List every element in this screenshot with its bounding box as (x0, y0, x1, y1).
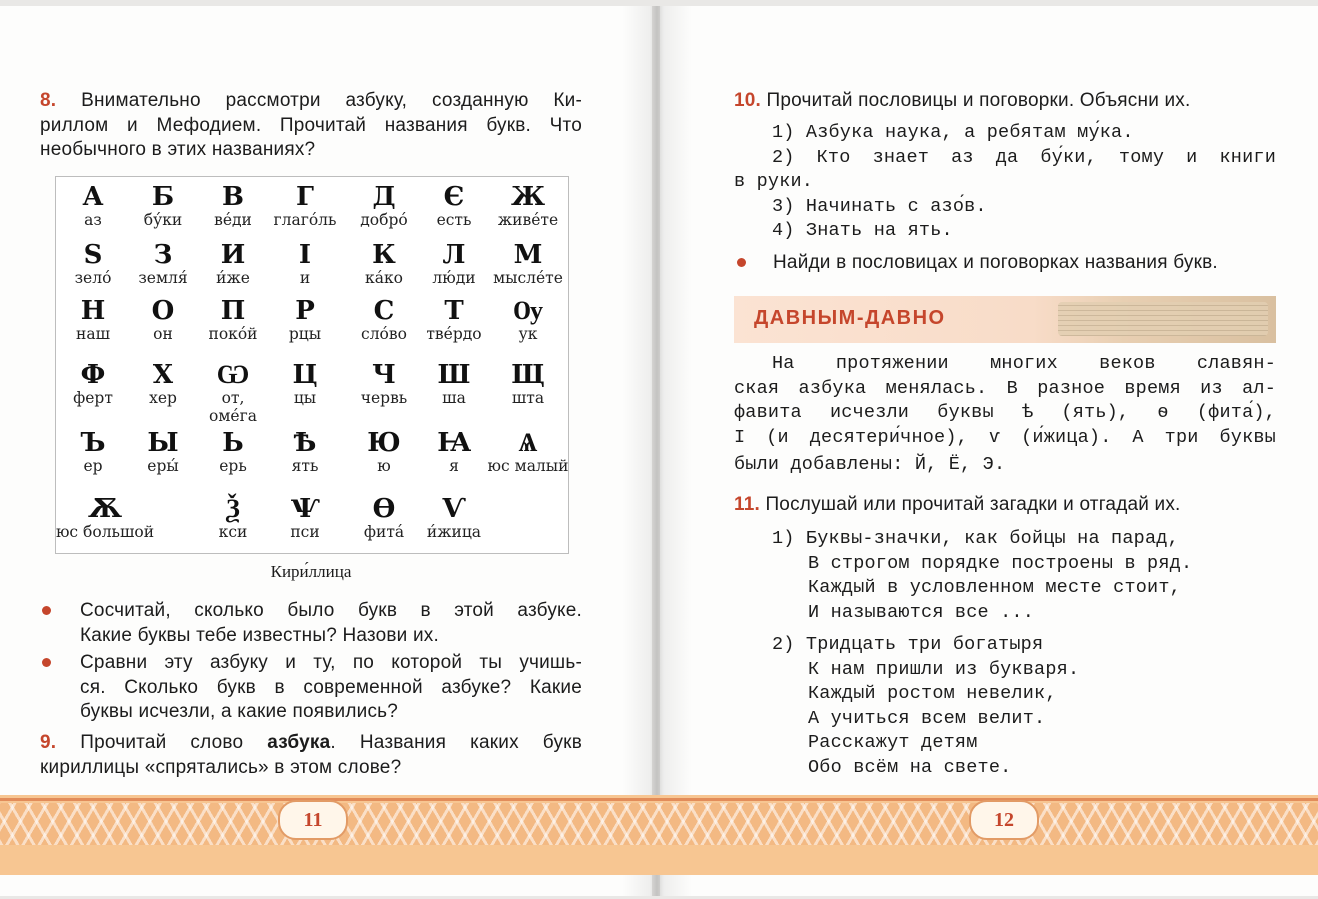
letter-glyph: Н (80, 296, 106, 326)
task10-number: 10. (734, 90, 762, 111)
letter-name: я (449, 457, 459, 475)
letter-glyph: М (513, 240, 543, 270)
letter-glyph: Ц (292, 360, 318, 390)
letter-glyph: Д (372, 182, 396, 212)
alphabet-letter (56, 361, 130, 407)
riddle-line: Каждый ростом невелик, (808, 683, 1057, 704)
alphabet-letter (417, 297, 491, 343)
alphabet-letter (196, 361, 270, 425)
alphabet-letter (347, 495, 421, 541)
letter-name: ер (83, 457, 103, 475)
letter-name: рцы (288, 325, 322, 343)
task9-number: 9. (40, 732, 57, 753)
letter-glyph: І (298, 240, 312, 270)
bullet-dot-icon (42, 606, 51, 615)
alphabet-letter (486, 361, 570, 407)
book-gutter (622, 6, 692, 896)
alphabet-letter (486, 183, 570, 229)
letter-glyph: Щ (511, 360, 545, 390)
task8-line: необычного в этих названиях? (40, 139, 316, 160)
letter-name: живе́те (497, 211, 559, 229)
cyrillic-alphabet-table (55, 176, 569, 554)
letter-name: аз (84, 211, 102, 229)
alphabet-letter (196, 183, 270, 229)
letter-glyph: Ѕ (83, 240, 103, 270)
left-page (0, 6, 652, 896)
page-number-right: 12 (969, 800, 1039, 840)
letter-glyph: А (82, 182, 104, 212)
letter-name: и (299, 269, 311, 287)
bullet-line: Какие буквы тебе известны? Назови их. (80, 624, 439, 646)
letter-name: зело́ (74, 269, 112, 287)
task11-text: Послушай или прочитай загадки и отгадай их. (765, 494, 1181, 515)
task8-line: Внимательно рассмотри азбуку, созданную Ки- (81, 90, 582, 111)
bullet-dot-icon (737, 258, 746, 267)
section-title: ДАВНЫМ-ДАВНО (754, 307, 946, 329)
alphabet-letter (417, 361, 491, 407)
alphabet-letter (126, 241, 200, 287)
alphabet-letter (268, 361, 342, 407)
letter-glyph: Є (443, 182, 465, 212)
letter-name: ша (442, 389, 466, 407)
letter-glyph: Х (152, 360, 174, 390)
letter-name: тве́рдо (426, 325, 482, 343)
alphabet-letter (50, 495, 160, 541)
alphabet-letter (347, 241, 421, 287)
bullet-item (80, 651, 582, 725)
letter-glyph: Ю (367, 428, 401, 458)
proverb-item: 3) Начинать с азо́в. (772, 195, 987, 217)
letter-name: шта (511, 389, 545, 407)
letter-name: добро́ (360, 211, 408, 229)
letter-name: наш (76, 325, 110, 343)
letter-glyph: Ш (437, 360, 471, 390)
riddle-line: Расскажут детям (808, 732, 978, 753)
right-page (660, 6, 1318, 896)
letter-name: лю́ди (432, 269, 476, 287)
section-line: І (и десятери́чное), ѵ (и́жица). А три буквы (734, 426, 1276, 448)
alphabet-letter (56, 241, 130, 287)
letter-name: земля́ (138, 269, 188, 287)
bullet-item (80, 599, 582, 648)
letter-glyph: Ѧ (518, 428, 538, 458)
alphabet-letter (268, 495, 342, 541)
section-line: ская азбука менялась. В разное время из ал- (734, 377, 1276, 399)
alphabet-letter (268, 297, 342, 343)
alphabet-letter (126, 183, 200, 229)
task9-text: . Названия каких букв (330, 732, 582, 753)
letter-glyph: Ѫ (87, 494, 123, 524)
letter-name: сло́во (361, 325, 407, 343)
task8-line: риллом и Мефодием. Прочитай названия букв. Что (40, 114, 582, 136)
task11-number: 11. (734, 494, 760, 515)
riddle-2 (772, 633, 1272, 780)
letter-name: ка́ко (365, 269, 403, 287)
alphabet-letter (417, 495, 491, 541)
bullet-line: Сосчитай, сколько было букв в этой азбуке. (80, 600, 582, 621)
alphabet-letter (486, 297, 570, 343)
letter-name: ве́ди (214, 211, 252, 229)
letter-name: есть (436, 211, 472, 229)
footer-line (0, 798, 1318, 801)
alphabet-letter (126, 429, 200, 475)
letter-glyph: Ч (372, 360, 396, 390)
letter-name: ук (518, 325, 538, 343)
word-azbuka: азбука (267, 732, 331, 753)
alphabet-letter (347, 429, 421, 475)
alphabet-letter (486, 429, 570, 475)
letter-name: поко́й (208, 325, 258, 343)
letter-glyph: Ѣ (293, 428, 317, 458)
letter-glyph: Ѳ (372, 494, 396, 524)
letter-glyph: Ь (222, 428, 244, 458)
alphabet-letter (196, 241, 270, 287)
letter-glyph: И (220, 240, 246, 270)
letter-glyph: Ѱ (290, 494, 320, 524)
alphabet-letter (196, 429, 270, 475)
proverb-item: 4) Знать на ять. (772, 220, 953, 241)
alphabet-letter (347, 361, 421, 407)
task10-text: Прочитай пословицы и поговорки. Объясни их. (766, 90, 1191, 111)
letter-name: еры́ (147, 457, 179, 475)
alphabet-letter (417, 241, 491, 287)
letter-name: пси (290, 523, 320, 541)
section-header-band (734, 296, 1276, 343)
alphabet-letter (56, 183, 130, 229)
alphabet-letter (196, 297, 270, 343)
proverb-item: 1) Азбука наука, а ребятам му́ка. (772, 122, 1134, 143)
letter-name: ерь (219, 457, 247, 475)
task9-text: Прочитай слово (80, 732, 268, 753)
riddle-line: 1) Буквы-значки, как бойцы на парад, (772, 528, 1179, 549)
section-line: фавита исчезли буквы ѣ (ять), ѳ (фита́), (734, 402, 1276, 423)
letter-name: ю (377, 457, 391, 475)
task9-line: кириллицы «спрятались» в этом слове? (40, 756, 402, 778)
alphabet-letter (347, 297, 421, 343)
alphabet-letter (56, 297, 130, 343)
section-line: На протяжении многих веков славян- (772, 353, 1276, 374)
alphabet-letter (268, 241, 342, 287)
bullet-dot-icon (42, 658, 51, 667)
letter-name: червь (360, 389, 408, 407)
manuscript-image (1058, 302, 1268, 336)
task8 (40, 89, 582, 163)
letter-glyph: С (373, 296, 395, 326)
letter-glyph: Ѹ (513, 296, 543, 326)
letter-name: он (153, 325, 173, 343)
riddle-line: Обо всём на свете. (808, 756, 1012, 778)
letter-glyph: В (222, 182, 244, 212)
letter-name: фита́ (363, 523, 405, 541)
alphabet-letter (417, 429, 491, 475)
proverb-item: в руки. (734, 171, 814, 192)
letter-name: ферт (73, 389, 113, 407)
letter-glyph: Г (296, 182, 314, 212)
bullet-line: Сравни эту азбуку и ту, по которой ты учишь- (80, 652, 582, 673)
bullet-line: буквы исчезли, а какие появились? (80, 701, 399, 722)
letter-name: кси (218, 523, 248, 541)
letter-glyph: Ꙗ (437, 428, 471, 458)
letter-glyph: Т (444, 296, 464, 326)
letter-glyph: Ъ (80, 428, 106, 458)
alphabet-letter (126, 361, 200, 407)
letter-name: и́жица (426, 523, 482, 541)
footer-pattern (0, 803, 1318, 845)
proverb-item: 2) Кто знает аз да бу́ки, тому и книги (772, 146, 1276, 168)
proverbs-list (734, 121, 1276, 244)
letter-glyph: П (220, 296, 246, 326)
letter-glyph: К (372, 240, 396, 270)
alphabet-letter (268, 429, 342, 475)
letter-glyph: Ѡ (216, 360, 250, 390)
letter-name: и́же (216, 269, 250, 287)
letter-glyph: З (153, 240, 173, 270)
task8-number: 8. (40, 90, 57, 111)
letter-glyph: О (151, 296, 175, 326)
riddle-line: В строгом порядке построены в ряд. (808, 552, 1193, 574)
alphabet-letter (126, 297, 200, 343)
task9 (40, 731, 582, 780)
section-text (734, 352, 1276, 478)
letter-glyph: Ы (147, 428, 179, 458)
alphabet-letter (56, 429, 130, 475)
letter-name: хер (149, 389, 177, 407)
letter-name: цы (293, 389, 317, 407)
riddle-line: 2) Тридцать три богатыря (772, 634, 1044, 655)
task11 (734, 493, 1276, 518)
alphabet-letter (196, 495, 270, 541)
alphabet-letter (347, 183, 421, 229)
alphabet-caption: Кири́ллица (270, 562, 352, 581)
riddle-line: А учиться всем велит. (808, 707, 1046, 729)
footer-ornament (0, 795, 1318, 875)
riddle-1 (772, 527, 1272, 625)
letter-name: ять (291, 457, 319, 475)
task10 (734, 89, 1276, 114)
letter-name: мысле́те (493, 269, 563, 287)
letter-name: от, оме́га (209, 389, 257, 425)
letter-name: юс большой (55, 523, 155, 541)
riddle-line: К нам пришли из букваря. (808, 658, 1080, 680)
task10-bullet: Найди в пословицах и поговорках названия букв. (773, 252, 1218, 273)
bullet-line: ся. Сколько букв в современной азбуке? Какие (80, 676, 582, 698)
alphabet-letter (417, 183, 491, 229)
letter-glyph: Ѯ (226, 494, 240, 524)
letter-glyph: Б (151, 182, 175, 212)
letter-glyph: Ф (80, 360, 106, 390)
letter-glyph: Ѵ (442, 494, 466, 524)
letter-glyph: Ж (510, 182, 546, 212)
riddle-line: Каждый в условленном месте стоит, (808, 577, 1181, 598)
letter-name: бу́ки (143, 211, 183, 229)
letter-name: глаго́ль (273, 211, 337, 229)
alphabet-letter (486, 241, 570, 287)
page-number-left: 11 (278, 800, 348, 840)
riddle-line: И называются все ... (808, 601, 1035, 623)
letter-glyph: Р (295, 296, 315, 326)
letter-glyph: Л (442, 240, 466, 270)
section-line: были добавлены: Й, Ё, Э. (734, 454, 1006, 475)
letter-name: юс малый (487, 457, 569, 475)
alphabet-letter (268, 183, 342, 229)
